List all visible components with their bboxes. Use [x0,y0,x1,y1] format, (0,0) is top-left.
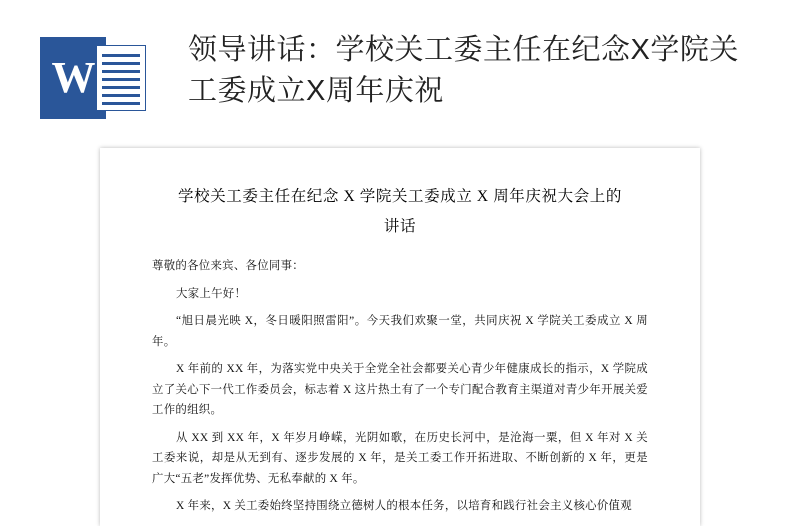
paragraph: 大家上午好！ [176,287,247,300]
document-heading-line-1: 学校关工委主任在纪念 X 学院关工委成立 X 周年庆祝大会上的 [178,188,622,205]
paragraph: 从 XX 到 XX 年，X 年岁月峥嵘，光阴如歌，在历史长河中，是沧海一粟，但 X 年对 X 关工委来说，却是从无到有、逐步发展的 X 年，是关工委工作开拓进取、不断创新的 X 年，更是广大“五老”发挥优势、无私奉献的 X 年。 [152,431,648,485]
word-icon-page-line [102,102,140,105]
paragraph: X 年来，X 关工委始终坚持围绕立德树人的根本任务，以培育和践行社会主义核心价值观 [176,500,632,512]
paragraph: X 年前的 XX 年，为落实党中央关于全党全社会都要关心青少年健康成长的指示，X 学院成立了关心下一代工作委员会，标志着 X 这片热土有了一个专门配合教育主渠道对青少年开展关爱工作的组织。 [152,363,648,416]
word-document-icon [40,37,146,119]
paragraph: “旭日晨光映 X，冬日暖阳照雷阳”。今天我们欢聚一堂，共同庆祝 X 学院关工委成立 X 周年。 [152,315,648,348]
page-title: 领导讲话：学校关工委主任在纪念X学院关工委成立X周年庆祝 [188,34,739,107]
word-icon-page-line [102,54,140,57]
document-heading [152,182,648,242]
paragraph-salutation: 尊敬的各位来宾、各位同事： [152,260,304,272]
word-icon-page [96,45,146,111]
word-icon-page-line [102,86,140,89]
document-body [152,256,648,517]
document-header [0,0,800,148]
word-icon-page-line [102,62,140,65]
word-icon-letter: W [51,53,95,102]
document-content [152,182,648,524]
document-heading-line-2: 讲话 [383,218,417,235]
document-preview-page [100,148,700,526]
word-icon-page-line [102,94,140,97]
word-icon-page-line [102,78,140,81]
word-icon-page-line [102,70,140,73]
